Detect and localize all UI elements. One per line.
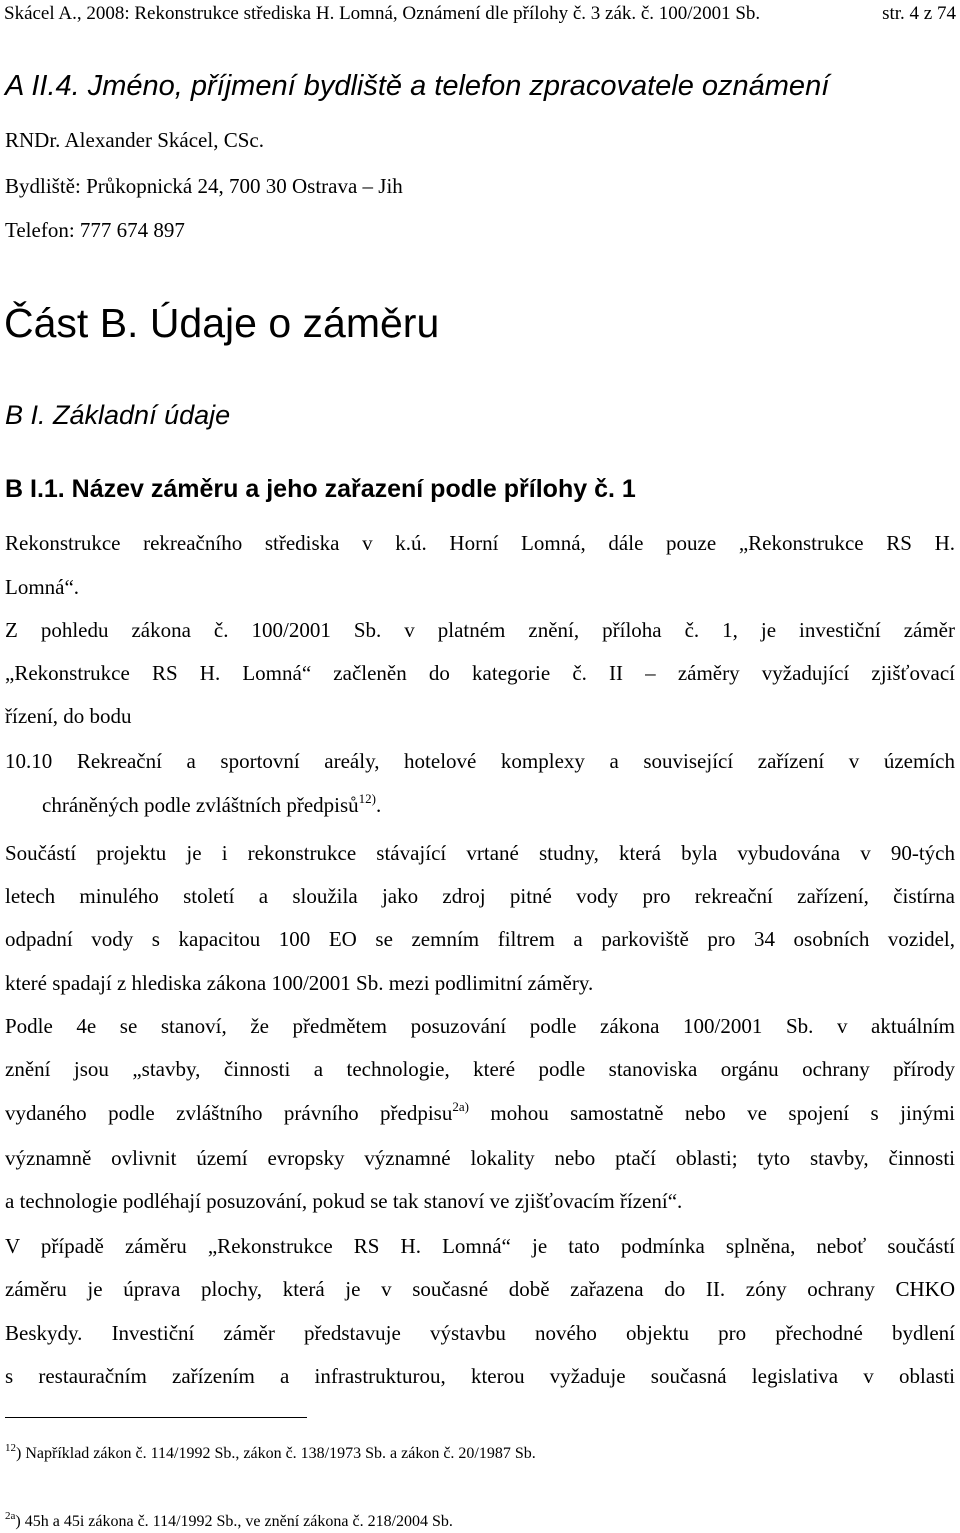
body-text: . <box>375 793 382 817</box>
body-line: Podle 4e se stanoví, že předmětem posuzování podle zákona 100/2001 Sb. v aktuálním <box>5 1014 955 1038</box>
body-line: a technologie podléhají posuzování, pokud se tak stanoví ve zjišťovacím řízení“. <box>5 1189 683 1213</box>
footnote-mark: 12 <box>5 1442 16 1454</box>
body-text: vydaného podle zvláštního právního předpisu <box>5 1101 453 1125</box>
body-line: V případě záměru „Rekonstrukce RS H. Lomná“ je tato podmínka splněna, neboť součástí <box>5 1234 955 1258</box>
body-line <box>5 1101 955 1126</box>
body-line: řízení, do bodu <box>5 704 132 728</box>
body-line: Z pohledu zákona č. 100/2001 Sb. v platném znění, příloha č. 1, je investiční záměr <box>5 618 955 642</box>
footnote-2a <box>5 1510 453 1531</box>
body-line: Součástí projektu je i rekonstrukce stávající vrtané studny, která byla vybudována v 90-tých <box>5 841 955 865</box>
section-b1-heading: B I. Základní údaje <box>5 400 231 430</box>
body-line: „Rekonstrukce RS H. Lomná“ začleněn do kategorie č. II – záměry vyžadující zjišťovací <box>5 661 955 685</box>
body-line: s restauračním zařízením a infrastrukturou, kterou vyžaduje současná legislativa v oblasti <box>5 1364 955 1388</box>
author-phone: Telefon: 777 674 897 <box>5 218 185 242</box>
footnote-text: ) Například zákon č. 114/1992 Sb., zákon č. 138/1973 Sb. a zákon č. 20/1987 Sb. <box>16 1445 536 1462</box>
author-name: RNDr. Alexander Skácel, CSc. <box>5 128 264 152</box>
author-address: Bydliště: Průkopnická 24, 700 30 Ostrava – Jih <box>5 174 403 198</box>
list-item-continuation <box>42 793 381 818</box>
footnote-ref-2a: 2a) <box>452 1099 469 1114</box>
footnote-separator <box>5 1417 307 1418</box>
part-b-heading: Část B. Údaje o záměru <box>4 300 440 346</box>
section-a-heading: A II.4. Jméno, příjmení bydliště a telefon zpracovatele oznámení <box>5 70 830 102</box>
footnote-mark: 2a <box>5 1510 16 1522</box>
body-line: Beskydy. Investiční záměr představuje výstavbu nového objektu pro přechodné bydlení <box>5 1321 955 1345</box>
page-number: str. 4 z 74 <box>882 3 956 24</box>
body-line: znění jsou „stavby, činnosti a technologie, které podle stanoviska orgánu ochrany přírody <box>5 1057 955 1081</box>
body-line: letech minulého století a sloužila jako zdroj pitné vody pro rekreační zařízení, čistírna <box>5 884 955 908</box>
body-line: odpadní vody s kapacitou 100 EO se zemním filtrem a parkoviště pro 34 osobních vozidel, <box>5 927 955 951</box>
body-text: chráněných podle zvláštních předpisů <box>42 793 359 817</box>
section-b11-heading: B I.1. Název záměru a jeho zařazení podle přílohy č. 1 <box>5 475 636 503</box>
footnote-ref-12: 12) <box>358 791 376 806</box>
header-citation: Skácel A., 2008: Rekonstrukce střediska H. Lomná, Oznámení dle přílohy č. 3 zák. č. 100/2001 Sb. <box>4 3 761 24</box>
body-line: které spadají z hlediska zákona 100/2001 Sb. mezi podlimitní záměry. <box>5 971 594 995</box>
footnote-12 <box>5 1442 536 1463</box>
body-line: významně ovlivnit území evropsky významné lokality nebo ptačí oblasti; tyto stavby, činnosti <box>5 1146 955 1170</box>
page-header <box>4 2 956 26</box>
footnote-text: ) 45h a 45i zákona č. 114/1992 Sb., ve znění zákona č. 218/2004 Sb. <box>15 1513 453 1530</box>
body-line: Lomná“. <box>5 575 80 599</box>
body-text: mohou samostatně nebo ve spojení s jinými <box>468 1101 955 1125</box>
body-line: záměru je úprava plochy, která je v současné době zařazena do II. zóny ochrany CHKO <box>5 1277 955 1301</box>
body-line: Rekonstrukce rekreačního střediska v k.ú. Horní Lomná, dále pouze „Rekonstrukce RS H. <box>5 531 955 555</box>
list-item-10-10: 10.10 Rekreační a sportovní areály, hotelové komplexy a související zařízení v územích <box>5 749 955 773</box>
